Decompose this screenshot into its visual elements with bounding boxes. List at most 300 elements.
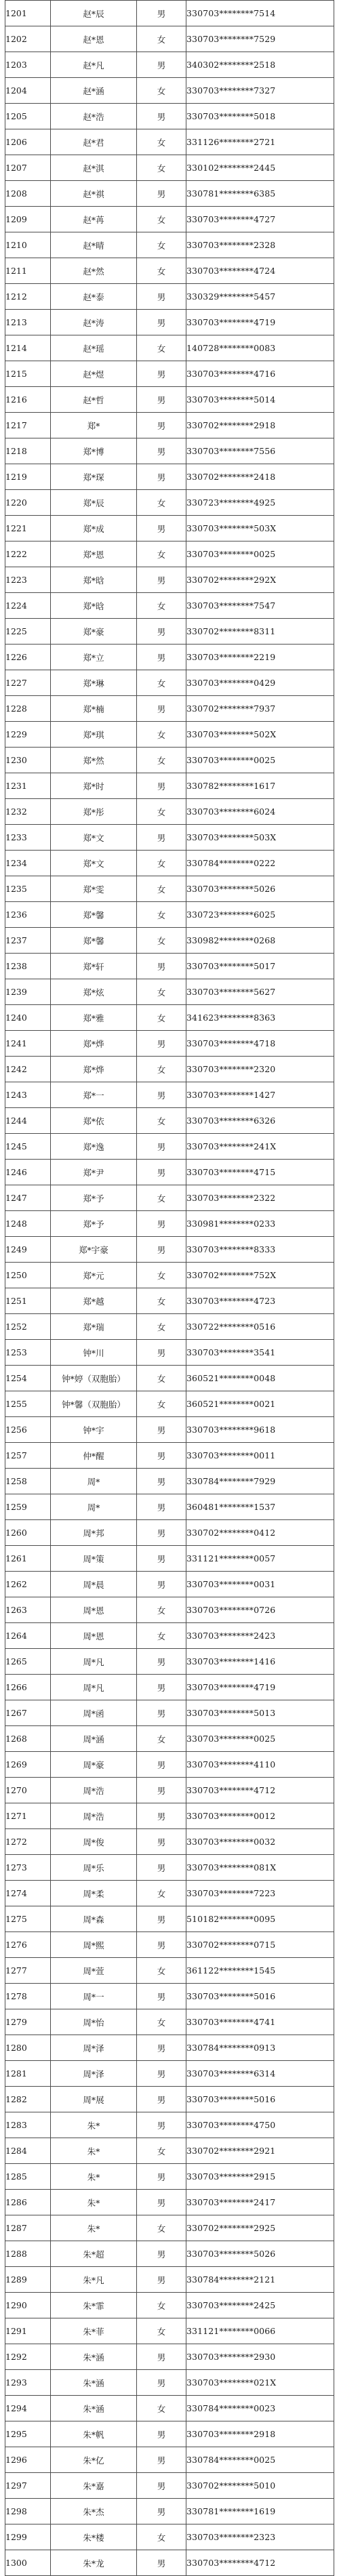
row-number-cell: 1229 — [5, 722, 51, 748]
id-number-cell: 330703********5627 — [186, 979, 334, 1005]
table-row — [5, 1675, 334, 1700]
table-row — [5, 2370, 334, 2396]
table-row — [5, 696, 334, 722]
table-row — [5, 1134, 334, 1160]
row-number-cell: 1219 — [5, 464, 51, 490]
id-number-cell: 330703********021X — [186, 2370, 334, 2396]
table-row — [5, 2396, 334, 2421]
table-row — [5, 1726, 334, 1752]
row-number-cell: 1208 — [5, 181, 51, 207]
gender-cell: 女 — [137, 1597, 186, 1623]
row-number-cell: 1233 — [5, 825, 51, 851]
name-cell: 朱*超 — [51, 2241, 137, 2267]
gender-cell: 男 — [137, 2267, 186, 2293]
gender-cell: 女 — [137, 1185, 186, 1211]
row-number-cell: 1236 — [5, 902, 51, 928]
id-number-cell: 330703********4727 — [186, 207, 334, 232]
row-number-cell: 1280 — [5, 2035, 51, 2061]
name-cell: 周*晨 — [51, 1572, 137, 1597]
table-row — [5, 310, 334, 335]
name-cell: 赵*涵 — [51, 78, 137, 104]
table-row — [5, 2550, 334, 2576]
gender-cell: 女 — [137, 1314, 186, 1340]
name-cell: 郑*时 — [51, 773, 137, 799]
table-row — [5, 2344, 334, 2370]
row-number-cell: 1223 — [5, 567, 51, 593]
table-row — [5, 284, 334, 310]
id-number-cell: 330703********503X — [186, 825, 334, 851]
id-number-cell: 330703********4716 — [186, 361, 334, 387]
row-number-cell: 1225 — [5, 619, 51, 645]
name-cell: 赵*凡 — [51, 52, 137, 78]
row-number-cell: 1276 — [5, 1932, 51, 1958]
name-cell: 郑*然 — [51, 748, 137, 773]
id-number-cell: 330703********4741 — [186, 2009, 334, 2035]
table-row — [5, 1494, 334, 1520]
gender-cell: 女 — [137, 2396, 186, 2421]
id-number-cell: 330781********1619 — [186, 2499, 334, 2524]
name-cell: 郑*馨 — [51, 928, 137, 954]
id-number-cell: 331126********2721 — [186, 129, 334, 155]
row-number-cell: 1283 — [5, 2112, 51, 2138]
name-cell: 赵*哲 — [51, 387, 137, 413]
row-number-cell: 1288 — [5, 2241, 51, 2267]
gender-cell: 男 — [137, 1031, 186, 1057]
id-number-cell: 330703********5017 — [186, 954, 334, 979]
row-number-cell: 1300 — [5, 2550, 51, 2576]
row-number-cell: 1238 — [5, 954, 51, 979]
id-number-cell: 330703********2323 — [186, 2524, 334, 2550]
table-row — [5, 490, 334, 516]
id-number-cell: 140728********0083 — [186, 335, 334, 361]
id-number-cell: 510182********0095 — [186, 1906, 334, 1932]
table-row — [5, 1263, 334, 1288]
name-cell: 朱*龙 — [51, 2550, 137, 2576]
gender-cell: 男 — [137, 954, 186, 979]
gender-cell: 女 — [137, 26, 186, 52]
table-row — [5, 1803, 334, 1829]
id-number-cell: 330703********4719 — [186, 1675, 334, 1700]
row-number-cell: 1294 — [5, 2396, 51, 2421]
name-cell: 周*恩 — [51, 1597, 137, 1623]
id-number-cell: 330703********6326 — [186, 1108, 334, 1134]
gender-cell: 女 — [137, 902, 186, 928]
name-cell: 郑*琛 — [51, 464, 137, 490]
table-row — [5, 104, 334, 129]
row-number-cell: 1285 — [5, 2164, 51, 2190]
gender-cell: 女 — [137, 748, 186, 773]
table-row — [5, 26, 334, 52]
gender-cell: 男 — [137, 52, 186, 78]
table-row — [5, 799, 334, 825]
table-row — [5, 2138, 334, 2164]
id-number-cell: 330722********0516 — [186, 1314, 334, 1340]
id-number-cell: 330702********2918 — [186, 413, 334, 438]
row-number-cell: 1289 — [5, 2267, 51, 2293]
gender-cell: 男 — [137, 1134, 186, 1160]
name-cell: 赵*然 — [51, 258, 137, 284]
name-cell: 郑*宇豪 — [51, 1237, 137, 1263]
id-number-cell: 330702********0715 — [186, 1932, 334, 1958]
row-number-cell: 1207 — [5, 155, 51, 181]
table-row — [5, 541, 334, 567]
row-number-cell: 1248 — [5, 1211, 51, 1237]
row-number-cell: 1256 — [5, 1417, 51, 1443]
id-number-cell: 330781********6385 — [186, 181, 334, 207]
id-number-cell: 330703********0726 — [186, 1597, 334, 1623]
name-cell: 郑*晗 — [51, 567, 137, 593]
row-number-cell: 1257 — [5, 1443, 51, 1469]
row-number-cell: 1242 — [5, 1057, 51, 1082]
name-cell: 周*展 — [51, 2087, 137, 2112]
row-number-cell: 1212 — [5, 284, 51, 310]
gender-cell: 女 — [137, 2524, 186, 2550]
row-number-cell: 1217 — [5, 413, 51, 438]
row-number-cell: 1267 — [5, 1700, 51, 1726]
gender-cell: 男 — [137, 2421, 186, 2447]
gender-cell: 女 — [137, 155, 186, 181]
row-number-cell: 1298 — [5, 2499, 51, 2524]
table-row — [5, 1752, 334, 1778]
name-cell: 周*恩 — [51, 1623, 137, 1649]
table-row — [5, 2447, 334, 2473]
table-row — [5, 1031, 334, 1057]
id-number-cell: 330982********0268 — [186, 928, 334, 954]
gender-cell: 男 — [137, 1649, 186, 1675]
name-cell: 郑*瑞 — [51, 1314, 137, 1340]
name-cell: 朱*涵 — [51, 2344, 137, 2370]
name-cell: 朱*杰 — [51, 2499, 137, 2524]
table-row — [5, 2318, 334, 2344]
table-row — [5, 464, 334, 490]
gender-cell: 女 — [137, 490, 186, 516]
gender-cell: 女 — [137, 979, 186, 1005]
gender-cell: 女 — [137, 876, 186, 902]
row-number-cell: 1247 — [5, 1185, 51, 1211]
id-number-cell: 330702********2925 — [186, 2215, 334, 2241]
name-cell: 周* — [51, 1494, 137, 1520]
id-number-cell: 330703********0429 — [186, 670, 334, 696]
name-cell: 郑*尹 — [51, 1160, 137, 1185]
id-number-cell: 360521********0048 — [186, 1366, 334, 1391]
table-row — [5, 78, 334, 104]
roster-table — [5, 0, 334, 2576]
id-number-cell: 330703********6314 — [186, 2061, 334, 2087]
table-row — [5, 1572, 334, 1597]
gender-cell: 男 — [137, 1237, 186, 1263]
name-cell: 赵*涛 — [51, 310, 137, 335]
gender-cell: 男 — [137, 1, 186, 26]
name-cell: 周*浩 — [51, 1778, 137, 1803]
gender-cell: 女 — [137, 1391, 186, 1417]
name-cell: 周*策 — [51, 1546, 137, 1572]
id-number-cell: 331121********0066 — [186, 2318, 334, 2344]
table-row — [5, 2164, 334, 2190]
gender-cell: 男 — [137, 2164, 186, 2190]
id-number-cell: 330703********2423 — [186, 1623, 334, 1649]
table-row — [5, 1881, 334, 1906]
row-number-cell: 1210 — [5, 232, 51, 258]
name-cell: 郑*博 — [51, 438, 137, 464]
table-row — [5, 1906, 334, 1932]
id-number-cell: 330703********2930 — [186, 2344, 334, 2370]
row-number-cell: 1218 — [5, 438, 51, 464]
row-number-cell: 1274 — [5, 1881, 51, 1906]
name-cell: 周*柔 — [51, 1881, 137, 1906]
id-number-cell: 330703********0031 — [186, 1572, 334, 1597]
row-number-cell: 1260 — [5, 1520, 51, 1546]
row-number-cell: 1202 — [5, 26, 51, 52]
gender-cell: 女 — [137, 78, 186, 104]
table-row — [5, 2035, 334, 2061]
gender-cell: 男 — [137, 2061, 186, 2087]
gender-cell: 男 — [137, 1855, 186, 1881]
name-cell: 郑*彤 — [51, 799, 137, 825]
table-row — [5, 2190, 334, 2215]
id-number-cell: 331121********0057 — [186, 1546, 334, 1572]
id-number-cell: 330703********4715 — [186, 1160, 334, 1185]
id-number-cell: 330703********5016 — [186, 1984, 334, 2009]
name-cell: 赵*淇 — [51, 155, 137, 181]
name-cell: 郑*文 — [51, 851, 137, 876]
gender-cell: 男 — [137, 104, 186, 129]
gender-cell: 男 — [137, 1494, 186, 1520]
id-number-cell: 330703********0025 — [186, 541, 334, 567]
table-row — [5, 2112, 334, 2138]
table-row — [5, 2009, 334, 2035]
table-row — [5, 1958, 334, 1984]
id-number-cell: 330703********0025 — [186, 748, 334, 773]
row-number-cell: 1272 — [5, 1829, 51, 1855]
id-number-cell: 330703********0012 — [186, 1803, 334, 1829]
gender-cell: 男 — [137, 1211, 186, 1237]
gender-cell: 男 — [137, 516, 186, 541]
name-cell: 朱*楼 — [51, 2524, 137, 2550]
row-number-cell: 1230 — [5, 748, 51, 773]
gender-cell: 男 — [137, 2087, 186, 2112]
name-cell: 郑*雅 — [51, 1005, 137, 1031]
row-number-cell: 1206 — [5, 129, 51, 155]
id-number-cell: 330703********7529 — [186, 26, 334, 52]
table-row — [5, 1855, 334, 1881]
row-number-cell: 1224 — [5, 593, 51, 619]
row-number-cell: 1250 — [5, 1263, 51, 1288]
id-number-cell: 330723********4925 — [186, 490, 334, 516]
gender-cell: 女 — [137, 1108, 186, 1134]
id-number-cell: 330703********9618 — [186, 1417, 334, 1443]
gender-cell: 男 — [137, 1906, 186, 1932]
table-row — [5, 567, 334, 593]
id-number-cell: 330703********2219 — [186, 645, 334, 670]
id-number-cell: 330703********7514 — [186, 1, 334, 26]
name-cell: 赵*君 — [51, 129, 137, 155]
name-cell: 郑*辰 — [51, 490, 137, 516]
table-row — [5, 1288, 334, 1314]
name-cell: 周*俊 — [51, 1829, 137, 1855]
name-cell: 朱* — [51, 2164, 137, 2190]
name-cell: 郑* — [51, 413, 137, 438]
row-number-cell: 1203 — [5, 52, 51, 78]
table-row — [5, 1366, 334, 1391]
row-number-cell: 1293 — [5, 2370, 51, 2396]
table-row — [5, 1829, 334, 1855]
row-number-cell: 1277 — [5, 1958, 51, 1984]
gender-cell: 男 — [137, 1469, 186, 1494]
gender-cell: 男 — [137, 2344, 186, 2370]
name-cell: 郑*元 — [51, 1263, 137, 1288]
table-row — [5, 670, 334, 696]
gender-cell: 男 — [137, 2112, 186, 2138]
id-number-cell: 330784********2121 — [186, 2267, 334, 2293]
row-number-cell: 1205 — [5, 104, 51, 129]
gender-cell: 男 — [137, 2241, 186, 2267]
gender-cell: 男 — [137, 2447, 186, 2473]
table-row — [5, 1237, 334, 1263]
id-number-cell: 330703********8333 — [186, 1237, 334, 1263]
name-cell: 钟*宇 — [51, 1417, 137, 1443]
name-cell: 郑*予 — [51, 1185, 137, 1211]
table-row — [5, 2421, 334, 2447]
gender-cell: 男 — [137, 1417, 186, 1443]
id-number-cell: 330703********2322 — [186, 1185, 334, 1211]
table-row — [5, 413, 334, 438]
name-cell: 赵*泰 — [51, 284, 137, 310]
row-number-cell: 1251 — [5, 1288, 51, 1314]
row-number-cell: 1241 — [5, 1031, 51, 1057]
row-number-cell: 1296 — [5, 2447, 51, 2473]
table-row — [5, 773, 334, 799]
id-number-cell: 330703********502X — [186, 722, 334, 748]
name-cell: 周* — [51, 1469, 137, 1494]
table-row — [5, 2215, 334, 2241]
name-cell: 周*凡 — [51, 1649, 137, 1675]
gender-cell: 女 — [137, 541, 186, 567]
name-cell: 郑*逸 — [51, 1134, 137, 1160]
table-row — [5, 1211, 334, 1237]
id-number-cell: 330703********0011 — [186, 1443, 334, 1469]
row-number-cell: 1231 — [5, 773, 51, 799]
id-number-cell: 330703********0025 — [186, 1726, 334, 1752]
gender-cell: 女 — [137, 1881, 186, 1906]
table-row — [5, 438, 334, 464]
id-number-cell: 330703********2425 — [186, 2293, 334, 2318]
id-number-cell: 330703********3541 — [186, 1340, 334, 1366]
gender-cell: 女 — [137, 722, 186, 748]
row-number-cell: 1239 — [5, 979, 51, 1005]
id-number-cell: 330703********5018 — [186, 104, 334, 129]
name-cell: 朱*亿 — [51, 2447, 137, 2473]
row-number-cell: 1222 — [5, 541, 51, 567]
gender-cell: 男 — [137, 1160, 186, 1185]
name-cell: 朱* — [51, 2215, 137, 2241]
table-row — [5, 619, 334, 645]
gender-cell: 男 — [137, 310, 186, 335]
id-number-cell: 330723********6025 — [186, 902, 334, 928]
row-number-cell: 1255 — [5, 1391, 51, 1417]
gender-cell: 女 — [137, 799, 186, 825]
gender-cell: 男 — [137, 2035, 186, 2061]
name-cell: 郑*一 — [51, 1082, 137, 1108]
id-number-cell: 330703********081X — [186, 1855, 334, 1881]
row-number-cell: 1281 — [5, 2061, 51, 2087]
gender-cell: 女 — [137, 258, 186, 284]
id-number-cell: 330703********7556 — [186, 438, 334, 464]
row-number-cell: 1237 — [5, 928, 51, 954]
name-cell: 朱*菲 — [51, 2318, 137, 2344]
row-number-cell: 1209 — [5, 207, 51, 232]
id-number-cell: 360521********0021 — [186, 1391, 334, 1417]
table-row — [5, 1314, 334, 1340]
gender-cell: 女 — [137, 593, 186, 619]
gender-cell: 男 — [137, 567, 186, 593]
name-cell: 周*萱 — [51, 1958, 137, 1984]
id-number-cell: 330784********0023 — [186, 2396, 334, 2421]
table-row — [5, 1160, 334, 1185]
name-cell: 郑*越 — [51, 1288, 137, 1314]
name-cell: 周*泽 — [51, 2035, 137, 2061]
row-number-cell: 1246 — [5, 1160, 51, 1185]
name-cell: 郑*炫 — [51, 979, 137, 1005]
row-number-cell: 1279 — [5, 2009, 51, 2035]
name-cell: 郑*琳 — [51, 670, 137, 696]
gender-cell: 女 — [137, 1958, 186, 1984]
row-number-cell: 1263 — [5, 1597, 51, 1623]
row-number-cell: 1232 — [5, 799, 51, 825]
row-number-cell: 1211 — [5, 258, 51, 284]
gender-cell: 男 — [137, 181, 186, 207]
id-number-cell: 330702********292X — [186, 567, 334, 593]
id-number-cell: 330703********1416 — [186, 1649, 334, 1675]
gender-cell: 男 — [137, 825, 186, 851]
name-cell: 周*豪 — [51, 1752, 137, 1778]
name-cell: 钟*婷（双胞胎） — [51, 1366, 137, 1391]
gender-cell: 男 — [137, 1520, 186, 1546]
name-cell: 周*泽 — [51, 2061, 137, 2087]
name-cell: 郑*雯 — [51, 876, 137, 902]
name-cell: 周*凡 — [51, 1675, 137, 1700]
name-cell: 钟*川 — [51, 1340, 137, 1366]
table-row — [5, 2061, 334, 2087]
table-row — [5, 129, 334, 155]
table-row — [5, 181, 334, 207]
row-number-cell: 1270 — [5, 1778, 51, 1803]
name-cell: 朱* — [51, 2138, 137, 2164]
table-row — [5, 1057, 334, 1082]
name-cell: 郑*晗 — [51, 593, 137, 619]
name-cell: 朱* — [51, 2190, 137, 2215]
gender-cell: 女 — [137, 129, 186, 155]
gender-cell: 男 — [137, 284, 186, 310]
gender-cell: 男 — [137, 645, 186, 670]
table-row — [5, 1417, 334, 1443]
row-number-cell: 1291 — [5, 2318, 51, 2344]
row-number-cell: 1235 — [5, 876, 51, 902]
gender-cell: 男 — [137, 1829, 186, 1855]
row-number-cell: 1295 — [5, 2421, 51, 2447]
table-row — [5, 2087, 334, 2112]
gender-cell: 男 — [137, 1340, 186, 1366]
row-number-cell: 1287 — [5, 2215, 51, 2241]
table-row — [5, 979, 334, 1005]
row-number-cell: 1244 — [5, 1108, 51, 1134]
gender-cell: 男 — [137, 361, 186, 387]
id-number-cell: 330703********4719 — [186, 310, 334, 335]
gender-cell: 女 — [137, 335, 186, 361]
gender-cell: 男 — [137, 438, 186, 464]
table-row — [5, 1108, 334, 1134]
gender-cell: 男 — [137, 2190, 186, 2215]
table-row — [5, 387, 334, 413]
